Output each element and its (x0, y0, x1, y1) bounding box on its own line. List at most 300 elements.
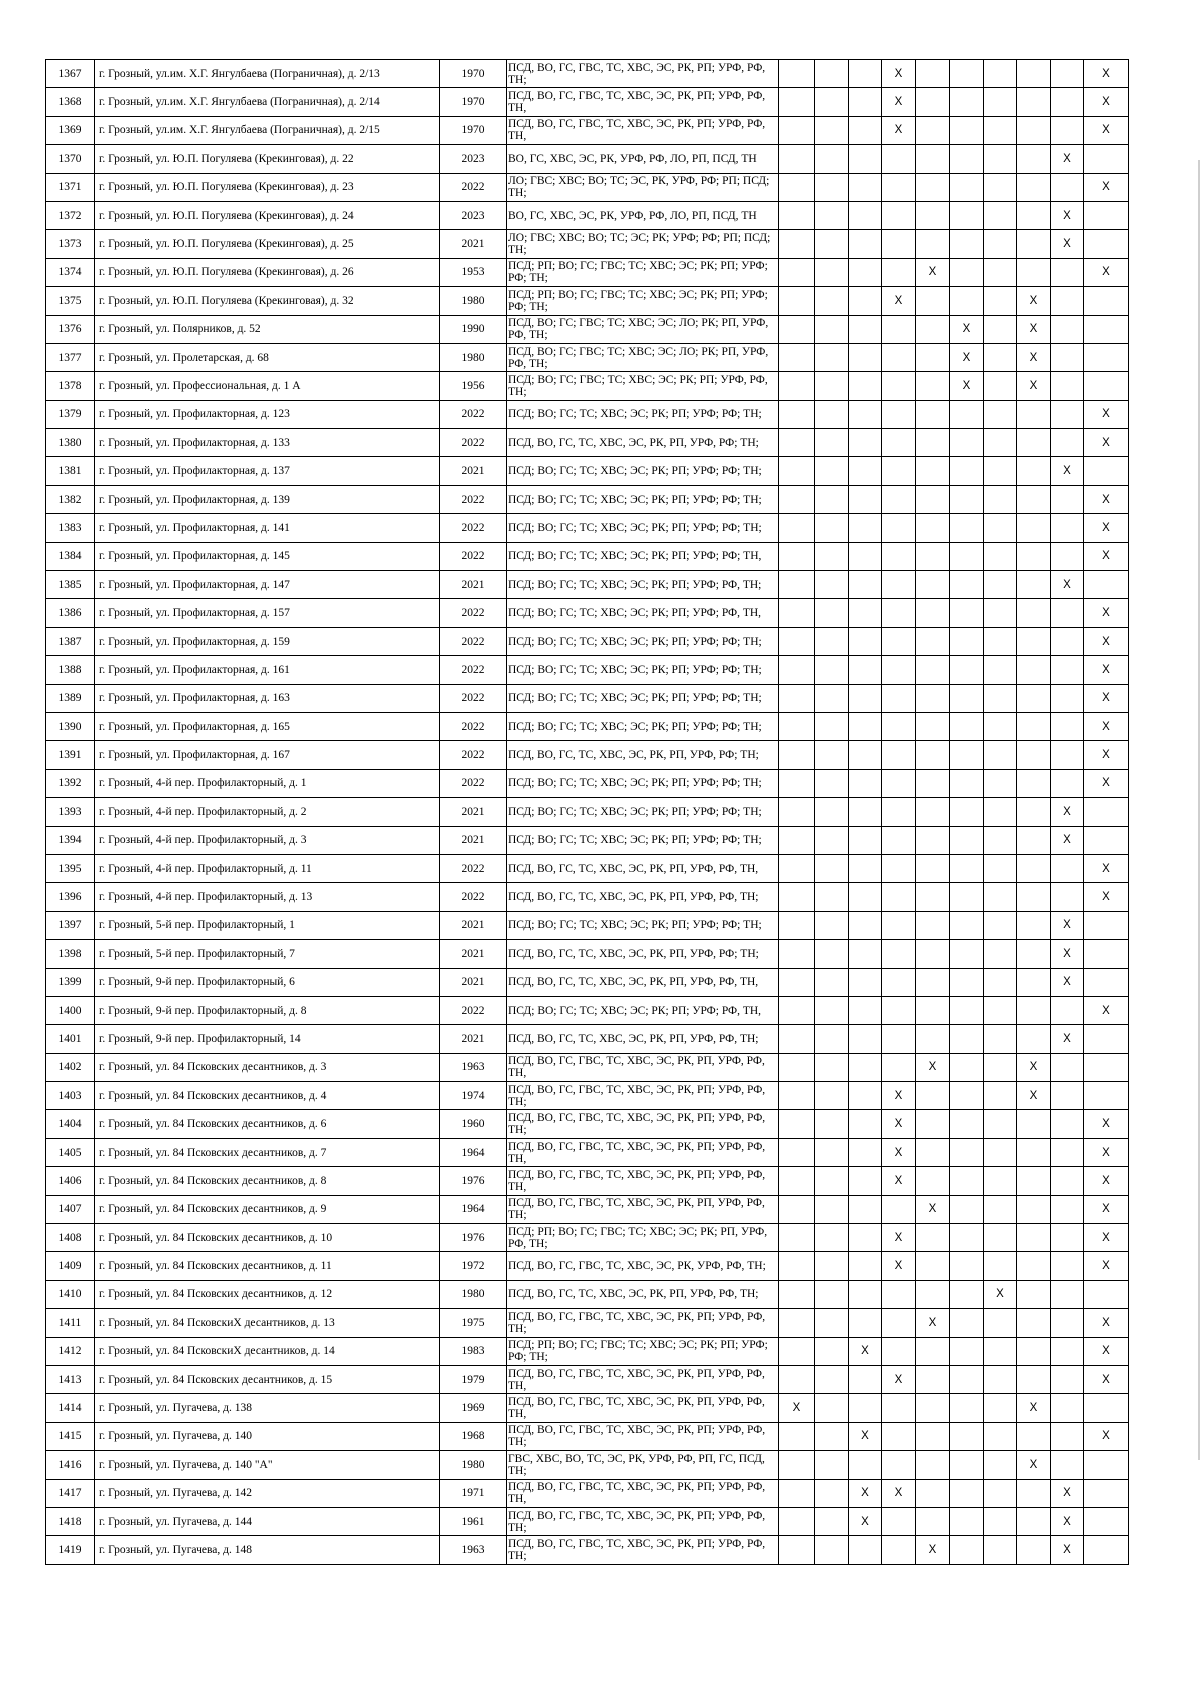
mark-cell (916, 854, 950, 882)
year-cell: 2023 (440, 201, 507, 229)
address-cell: г. Грозный, ул. Пугачева, д. 142 (95, 1479, 440, 1507)
x-mark-cell: X (1084, 883, 1129, 911)
year-cell: 1980 (440, 1451, 507, 1479)
mark-cell (815, 826, 849, 854)
mark-cell (849, 1451, 882, 1479)
x-mark-cell: X (1084, 514, 1129, 542)
mark-cell (1051, 599, 1084, 627)
row-number: 1406 (46, 1167, 95, 1195)
x-mark-cell: X (1017, 372, 1051, 400)
mark-cell (1017, 1479, 1051, 1507)
mark-cell (950, 258, 984, 286)
year-cell: 2021 (440, 1025, 507, 1053)
row-number: 1387 (46, 627, 95, 655)
mark-cell (779, 854, 815, 882)
x-mark-cell: X (849, 1507, 882, 1535)
mark-cell (984, 826, 1017, 854)
mark-cell (1051, 1138, 1084, 1166)
mark-cell (779, 201, 815, 229)
mark-cell (984, 996, 1017, 1024)
mark-cell (815, 883, 849, 911)
mark-cell (1017, 1252, 1051, 1280)
mark-cell (916, 599, 950, 627)
mark-cell (849, 684, 882, 712)
mark-cell (1017, 1337, 1051, 1365)
table-row (46, 1167, 1129, 1195)
row-number: 1403 (46, 1082, 95, 1110)
mark-cell (916, 1422, 950, 1450)
works-list-cell: ПСД; ВО; ГС; ТС; ХВС; ЭС; РК; РП; УРФ; РФ, ТН; (507, 571, 779, 599)
works-list-cell: ПСД; ВО; ГС; ТС; ХВС; ЭС; РК; РП; УРФ; РФ; ТН; (507, 514, 779, 542)
mark-cell (779, 1025, 815, 1053)
mark-cell (882, 372, 916, 400)
address-cell: г. Грозный, ул.им. Х.Г. Янгулбаева (Пограничная), д. 2/13 (95, 60, 440, 88)
address-cell: г. Грозный, ул. Профессиональная, д. 1 А (95, 372, 440, 400)
row-number: 1381 (46, 457, 95, 485)
mark-cell (1017, 996, 1051, 1024)
mark-cell (916, 883, 950, 911)
mark-cell (1051, 1280, 1084, 1308)
mark-cell (1017, 429, 1051, 457)
mark-cell (882, 258, 916, 286)
mark-cell (779, 1422, 815, 1450)
mark-cell (815, 287, 849, 315)
x-mark-cell: X (1084, 854, 1129, 882)
table-row (46, 116, 1129, 144)
table-row (46, 1280, 1129, 1308)
mark-cell (882, 485, 916, 513)
x-mark-cell: X (882, 60, 916, 88)
mark-cell (1017, 1365, 1051, 1393)
x-mark-cell: X (1084, 627, 1129, 655)
mark-cell (1084, 911, 1129, 939)
address-cell: г. Грозный, 4-й пер. Профилакторный, д. 11 (95, 854, 440, 882)
mark-cell (984, 1224, 1017, 1252)
mark-cell (1051, 1082, 1084, 1110)
mark-cell (916, 911, 950, 939)
mark-cell (815, 968, 849, 996)
mark-cell (984, 173, 1017, 201)
mark-cell (950, 485, 984, 513)
mark-cell (1084, 145, 1129, 173)
address-cell: г. Грозный, ул. Ю.П. Погуляева (Крекинговая), д. 26 (95, 258, 440, 286)
mark-cell (779, 542, 815, 570)
mark-cell (815, 712, 849, 740)
works-list-cell: ПСД, ВО; ГС; ГВС; ТС; ХВС; ЭС; ЛО; РК; РП, УРФ, РФ, ТН; (507, 315, 779, 343)
address-cell: г. Грозный, ул. Профилакторная, д. 157 (95, 599, 440, 627)
mark-cell (882, 1025, 916, 1053)
x-mark-cell: X (1084, 258, 1129, 286)
mark-cell (1051, 656, 1084, 684)
address-cell: г. Грозный, ул. 84 Псковских десантников, д. 8 (95, 1167, 440, 1195)
x-mark-cell: X (916, 258, 950, 286)
address-cell: г. Грозный, ул. Пугачева, д. 138 (95, 1394, 440, 1422)
row-number: 1405 (46, 1138, 95, 1166)
works-list-cell: ПСД, ВО, ГС, ГВС, ТС, ХВС, ЭС, РК, РП, УРФ, РФ, ТН; (507, 1195, 779, 1223)
mark-cell (849, 343, 882, 371)
mark-cell (950, 656, 984, 684)
mark-cell (984, 1025, 1017, 1053)
row-number: 1378 (46, 372, 95, 400)
mark-cell (815, 1280, 849, 1308)
mark-cell (882, 1309, 916, 1337)
mark-cell (849, 514, 882, 542)
x-mark-cell: X (1051, 1025, 1084, 1053)
table-row (46, 1479, 1129, 1507)
x-mark-cell: X (1084, 542, 1129, 570)
x-mark-cell: X (1084, 173, 1129, 201)
mark-cell (815, 542, 849, 570)
mark-cell (984, 883, 1017, 911)
mark-cell (1084, 826, 1129, 854)
works-list-cell: ПСД; ВО; ГС; ТС; ХВС; ЭС; РК; РП; УРФ; РФ; ТН; (507, 684, 779, 712)
mark-cell (849, 940, 882, 968)
row-number: 1386 (46, 599, 95, 627)
mark-cell (815, 996, 849, 1024)
year-cell: 2022 (440, 599, 507, 627)
mark-cell (916, 343, 950, 371)
mark-cell (779, 571, 815, 599)
mark-cell (1017, 457, 1051, 485)
mark-cell (882, 741, 916, 769)
mark-cell (779, 968, 815, 996)
mark-cell (1084, 968, 1129, 996)
table-row (46, 1082, 1129, 1110)
mark-cell (882, 1053, 916, 1081)
mark-cell (984, 599, 1017, 627)
mark-cell (1084, 1451, 1129, 1479)
mark-cell (1017, 88, 1051, 116)
mark-cell (815, 769, 849, 797)
mark-cell (984, 627, 1017, 655)
works-list-cell: ПСД, ВО, ГС, ГВС, ТС, ХВС, ЭС, РК, УРФ, РФ, ТН; (507, 1252, 779, 1280)
year-cell: 1970 (440, 88, 507, 116)
x-mark-cell: X (916, 1053, 950, 1081)
mark-cell (815, 1167, 849, 1195)
mark-cell (849, 883, 882, 911)
x-mark-cell: X (1017, 1394, 1051, 1422)
mark-cell (1051, 514, 1084, 542)
mark-cell (1017, 1110, 1051, 1138)
mark-cell (882, 429, 916, 457)
mark-cell (882, 996, 916, 1024)
row-number: 1414 (46, 1394, 95, 1422)
mark-cell (984, 457, 1017, 485)
row-number: 1388 (46, 656, 95, 684)
mark-cell (779, 1479, 815, 1507)
x-mark-cell: X (779, 1394, 815, 1422)
mark-cell (950, 826, 984, 854)
year-cell: 1970 (440, 60, 507, 88)
mark-cell (950, 571, 984, 599)
address-cell: г. Грозный, ул. Ю.П. Погуляева (Крекинговая), д. 32 (95, 287, 440, 315)
address-cell: г. Грозный, ул. 84 Псковских десантников, д. 6 (95, 1110, 440, 1138)
x-mark-cell: X (916, 1195, 950, 1223)
row-number: 1394 (46, 826, 95, 854)
mark-cell (815, 60, 849, 88)
address-cell: г. Грозный, ул. 84 Псковских десантников, д. 10 (95, 1224, 440, 1252)
mark-cell (815, 1337, 849, 1365)
mark-cell (916, 514, 950, 542)
table-row (46, 1195, 1129, 1223)
mark-cell (950, 1365, 984, 1393)
mark-cell (779, 712, 815, 740)
row-number: 1410 (46, 1280, 95, 1308)
row-number: 1412 (46, 1337, 95, 1365)
mark-cell (1084, 1479, 1129, 1507)
mark-cell (916, 400, 950, 428)
row-number: 1373 (46, 230, 95, 258)
x-mark-cell: X (1017, 315, 1051, 343)
mark-cell (849, 571, 882, 599)
mark-cell (916, 429, 950, 457)
mark-cell (984, 372, 1017, 400)
works-list-cell: ПСД, ВО, ГС, ГВС, ТС, ХВС, ЭС, РК, РП; УРФ, РФ, ТН; (507, 1507, 779, 1535)
mark-cell (984, 429, 1017, 457)
row-number: 1402 (46, 1053, 95, 1081)
mark-cell (779, 1110, 815, 1138)
mark-cell (950, 883, 984, 911)
mark-cell (849, 201, 882, 229)
mark-cell (1084, 315, 1129, 343)
mark-cell (882, 1280, 916, 1308)
mark-cell (916, 145, 950, 173)
address-cell: г. Грозный, ул. 84 ПсковскиХ десантников, д. 13 (95, 1309, 440, 1337)
mark-cell (916, 485, 950, 513)
x-mark-cell: X (950, 343, 984, 371)
year-cell: 1956 (440, 372, 507, 400)
works-list-cell: ПСД; ВО; ГС; ТС; ХВС; ЭС; РК; РП; УРФ; РФ; ТН; (507, 826, 779, 854)
mark-cell (950, 996, 984, 1024)
works-list-cell: ПСД, ВО, ГС, ГВС, ТС, ХВС, ЭС, РК, РП; УРФ, РФ, ТН; (507, 1110, 779, 1138)
mark-cell (849, 116, 882, 144)
mark-cell (779, 684, 815, 712)
mark-cell (984, 968, 1017, 996)
mark-cell (984, 712, 1017, 740)
works-list-cell: ПСД, ВО, ГС, ТС, ХВС, ЭС, РК, РП, УРФ, РФ, ТН, (507, 854, 779, 882)
mark-cell (1084, 798, 1129, 826)
mark-cell (916, 173, 950, 201)
mark-cell (984, 1110, 1017, 1138)
mark-cell (882, 201, 916, 229)
x-mark-cell: X (1084, 1195, 1129, 1223)
mark-cell (1051, 627, 1084, 655)
table-row (46, 1365, 1129, 1393)
x-mark-cell: X (1051, 145, 1084, 173)
mark-cell (916, 769, 950, 797)
mark-cell (916, 571, 950, 599)
mark-cell (779, 1365, 815, 1393)
x-mark-cell: X (882, 1082, 916, 1110)
mark-cell (1051, 1252, 1084, 1280)
table-row (46, 769, 1129, 797)
year-cell: 2022 (440, 627, 507, 655)
mark-cell (984, 343, 1017, 371)
year-cell: 1963 (440, 1536, 507, 1564)
works-list-cell: ПСД, ВО, ГС, ГВС, ТС, ХВС, ЭС, РК, РП, УРФ, РФ, ТН, (507, 1053, 779, 1081)
mark-cell (950, 798, 984, 826)
row-number: 1418 (46, 1507, 95, 1535)
table-row (46, 201, 1129, 229)
mark-cell (779, 1507, 815, 1535)
table-row (46, 656, 1129, 684)
x-mark-cell: X (1051, 1536, 1084, 1564)
mark-cell (779, 1167, 815, 1195)
mark-cell (984, 571, 1017, 599)
works-list-cell: ПСД, ВО, ГС, ГВС, ТС, ХВС, ЭС, РК, РП; УРФ, РФ, ТН; (507, 60, 779, 88)
row-number: 1389 (46, 684, 95, 712)
year-cell: 1976 (440, 1224, 507, 1252)
mark-cell (849, 88, 882, 116)
mark-cell (1051, 854, 1084, 882)
mark-cell (1017, 485, 1051, 513)
mark-cell (1017, 230, 1051, 258)
mark-cell (950, 287, 984, 315)
mark-cell (815, 88, 849, 116)
row-number: 1417 (46, 1479, 95, 1507)
mark-cell (849, 1082, 882, 1110)
table-row (46, 712, 1129, 740)
year-cell: 2021 (440, 230, 507, 258)
x-mark-cell: X (916, 1536, 950, 1564)
mark-cell (1051, 315, 1084, 343)
mark-cell (916, 230, 950, 258)
mark-cell (916, 1252, 950, 1280)
mark-cell (1084, 571, 1129, 599)
mark-cell (1051, 287, 1084, 315)
year-cell: 1969 (440, 1394, 507, 1422)
x-mark-cell: X (1084, 1365, 1129, 1393)
mark-cell (984, 258, 1017, 286)
x-mark-cell: X (849, 1422, 882, 1450)
year-cell: 1964 (440, 1138, 507, 1166)
mark-cell (916, 1110, 950, 1138)
works-list-cell: ПСД; ВО; ГС; ТС; ХВС; ЭС; РК; РП; УРФ; РФ; ТН; (507, 656, 779, 684)
mark-cell (815, 1365, 849, 1393)
x-mark-cell: X (882, 88, 916, 116)
address-cell: г. Грозный, ул. Полярников, д. 52 (95, 315, 440, 343)
mark-cell (849, 1394, 882, 1422)
mark-cell (950, 514, 984, 542)
row-number: 1396 (46, 883, 95, 911)
mark-cell (950, 854, 984, 882)
mark-cell (1017, 571, 1051, 599)
mark-cell (882, 542, 916, 570)
mark-cell (950, 542, 984, 570)
mark-cell (1051, 1394, 1084, 1422)
table-row (46, 145, 1129, 173)
mark-cell (1051, 1195, 1084, 1223)
address-cell: г. Грозный, 4-й пер. Профилакторный, д. 2 (95, 798, 440, 826)
mark-cell (849, 542, 882, 570)
year-cell: 2022 (440, 741, 507, 769)
mark-cell (1084, 343, 1129, 371)
table-row (46, 1507, 1129, 1535)
mark-cell (950, 1195, 984, 1223)
mark-cell (882, 571, 916, 599)
mark-cell (779, 1337, 815, 1365)
mark-cell (779, 88, 815, 116)
mark-cell (916, 1224, 950, 1252)
mark-cell (984, 145, 1017, 173)
mark-cell (1017, 1195, 1051, 1223)
address-cell: г. Грозный, ул. Профилакторная, д. 145 (95, 542, 440, 570)
mark-cell (950, 1053, 984, 1081)
mark-cell (882, 1536, 916, 1564)
mark-cell (1017, 145, 1051, 173)
row-number: 1413 (46, 1365, 95, 1393)
works-list-cell: ПСД, ВО, ГС, ГВС, ТС, ХВС, ЭС, РК, РП; УРФ, РФ, ТН, (507, 1479, 779, 1507)
mark-cell (950, 684, 984, 712)
row-number: 1371 (46, 173, 95, 201)
x-mark-cell: X (1051, 1479, 1084, 1507)
mark-cell (1051, 1365, 1084, 1393)
mark-cell (779, 1536, 815, 1564)
row-number: 1409 (46, 1252, 95, 1280)
year-cell: 1975 (440, 1309, 507, 1337)
year-cell: 1968 (440, 1422, 507, 1450)
mark-cell (984, 1053, 1017, 1081)
mark-cell (950, 1252, 984, 1280)
mark-cell (950, 712, 984, 740)
mark-cell (1051, 372, 1084, 400)
mark-cell (815, 1110, 849, 1138)
mark-cell (1017, 712, 1051, 740)
address-cell: г. Грозный, ул.им. Х.Г. Янгулбаева (Пограничная), д. 2/14 (95, 88, 440, 116)
mark-cell (1051, 1422, 1084, 1450)
x-mark-cell: X (1084, 429, 1129, 457)
mark-cell (950, 627, 984, 655)
x-mark-cell: X (1084, 769, 1129, 797)
x-mark-cell: X (1051, 457, 1084, 485)
x-mark-cell: X (1084, 996, 1129, 1024)
row-number: 1398 (46, 940, 95, 968)
x-mark-cell: X (849, 1479, 882, 1507)
mark-cell (950, 1507, 984, 1535)
address-cell: г. Грозный, ул. 84 Псковских десантников, д. 4 (95, 1082, 440, 1110)
mark-cell (849, 60, 882, 88)
year-cell: 1970 (440, 116, 507, 144)
year-cell: 1963 (440, 1053, 507, 1081)
mark-cell (779, 627, 815, 655)
table-row (46, 1138, 1129, 1166)
table-row (46, 911, 1129, 939)
year-cell: 2022 (440, 429, 507, 457)
row-number: 1369 (46, 116, 95, 144)
x-mark-cell: X (882, 1110, 916, 1138)
mark-cell (1017, 883, 1051, 911)
mark-cell (916, 315, 950, 343)
x-mark-cell: X (950, 372, 984, 400)
mark-cell (779, 116, 815, 144)
address-cell: г. Грозный, ул. 84 Псковских десантников, д. 7 (95, 1138, 440, 1166)
mark-cell (882, 343, 916, 371)
mark-cell (1017, 1167, 1051, 1195)
row-number: 1380 (46, 429, 95, 457)
mark-cell (984, 514, 1017, 542)
mark-cell (849, 1167, 882, 1195)
mark-cell (1017, 826, 1051, 854)
mark-cell (950, 1110, 984, 1138)
row-number: 1416 (46, 1451, 95, 1479)
mark-cell (779, 514, 815, 542)
works-list-cell: ПСД, ВО, ГС, ТС, ХВС, ЭС, РК, РП, УРФ, РФ, ТН; (507, 1280, 779, 1308)
works-list-cell: ПСД; ВО; ГС; ТС; ХВС; ЭС; РК; РП; УРФ; РФ; ТН; (507, 457, 779, 485)
mark-cell (984, 1309, 1017, 1337)
mark-cell (950, 201, 984, 229)
x-mark-cell: X (1017, 287, 1051, 315)
row-number: 1379 (46, 400, 95, 428)
